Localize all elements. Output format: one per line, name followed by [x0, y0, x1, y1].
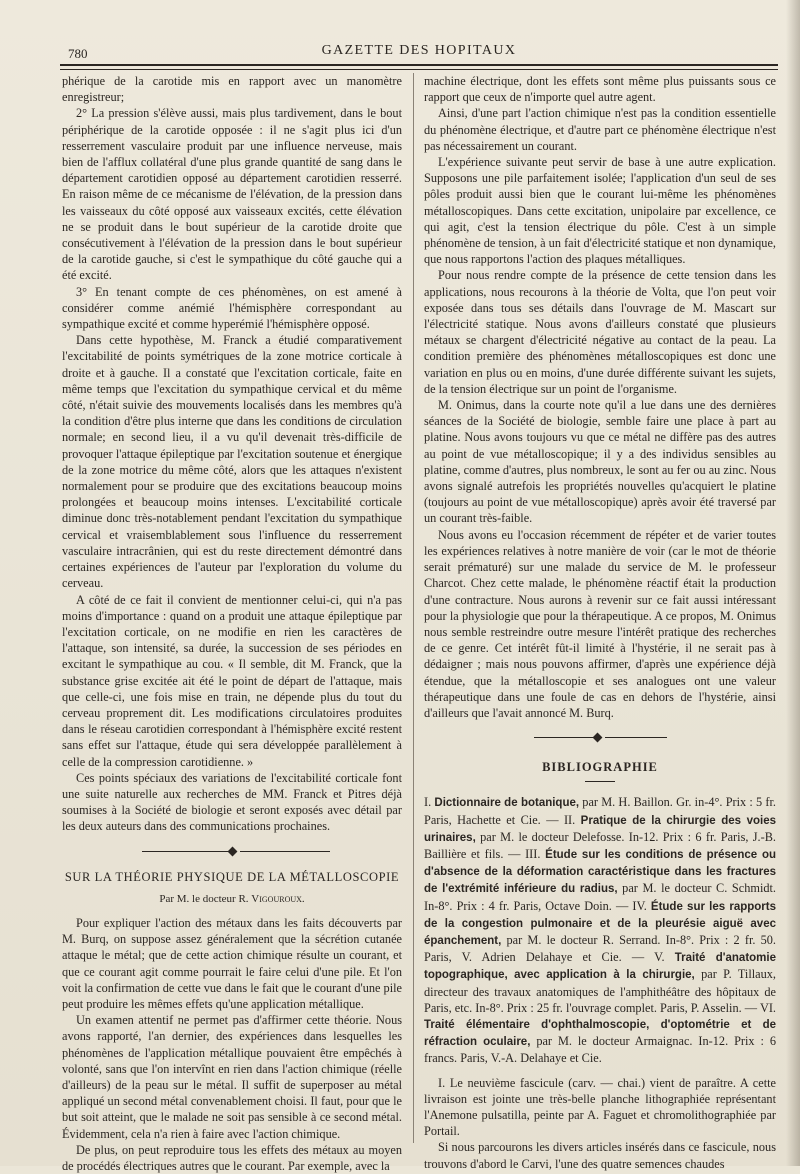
- section-divider: [62, 841, 402, 863]
- biblio-work-title: Pratique de la chirurgie des voies urinaires,: [424, 814, 776, 844]
- biblio-text: par M. le docteur C. Schmidt. In-8°. Prix : 4 fr. Paris, Octave Doin. — IV.: [424, 881, 776, 913]
- bibliography-list: [424, 794, 776, 1066]
- article-title: SUR LA THÉORIE PHYSIQUE DE LA MÉTALLOSCOPIE: [64, 869, 400, 884]
- biblio-text: par M. le docteur Armaignac. In-12. Prix : 6 francs. Paris, V.-A. Delahaye et Cie.: [424, 1034, 776, 1066]
- paragraph: 2° La pression s'élève aussi, mais plus tardivement, dans le bout périphérique de la carotide opposée : il ne s'agit plus ici d'un resserrement vasculaire produit par une influence nerveuse, mais bien de l'afflux collatéral d'une plus grande quantité de sang dans le département carotidien opposé au département carotidien resserré. En raison même de ce mécanisme de l'élévation, de la pression dans les vaisseaux du côté opposé aux vaisseaux excités, cette élévation ne se produit dans le bout supérieur de la carotide droite que consécutivement à l'élévation de la pression dans le bout supérieur de la carotide gauche, si c'est le sympathique du côté gauche qui a été excité.: [62, 106, 402, 283]
- paragraph: Pour nous rendre compte de la présence de cette tension dans les applications, nous recourons à la théorie de Volta, que l'on peut voir exposée dans tous ses détails dans l'ouvrage de M. Mascart sur l'électricité statique. Nous avons d'ailleurs constaté que plusieurs métaux se chargent d'électricité négative au contact de la peau. La condition première des phénomènes métalloscopiques est donc une variation en plus ou en moins, d'une durée différente suivant les sujets, de la tension électrique sur un point de l'organisme.: [424, 268, 776, 396]
- section-divider: [424, 727, 776, 749]
- author-prefix: Par M. le docteur R.: [159, 892, 252, 905]
- header-rule-thin: [60, 69, 778, 70]
- header-rule-thick: [60, 64, 778, 66]
- paragraph: Si nous parcourons les divers articles insérés dans ce fascicule, nous trouvons d'abord le Carvi, l'une des quatre semences chaudes: [424, 1140, 776, 1171]
- article-author: [62, 891, 402, 907]
- paragraph: phérique de la carotide mis en rapport avec un manomètre enregistreur;: [62, 74, 402, 105]
- paragraph: I. Le neuvième fascicule (carv. — chai.) vient de paraître. A cette livraison est jointe une très-belle planche lithographiée représentant l'Anemone pulsatilla, peinte par A. Faguet et chromolithographiée par Portail.: [424, 1075, 776, 1139]
- biblio-work-title: Étude sur les rapports de la congestion pulmonaire et de la pleurésie aiguë avec épanchement,: [424, 900, 776, 947]
- page-number: 780: [68, 46, 88, 61]
- biblio-text: par P. Tillaux, directeur des travaux anatomiques de l'amphithéâtre des hôpitaux de Paris, etc. In-8°. Prix : 25 fr. l'ouvrage complet. Paris, P. Asselin. — VI.: [424, 967, 776, 1015]
- right-column: [424, 73, 777, 1171]
- column-separator: [413, 73, 414, 1143]
- biblio-work-title: Étude sur les conditions de présence ou d'absence de la déformation caractéristique dans les fractures de l'extrémité inférieure du radius,: [424, 848, 777, 896]
- paragraph: L'expérience suivante peut servir de base à une autre explication. Supposons une pile parfaitement isolée; l'application d'un seul de ses pôles produit aussi bien que le courant lui-même les phénomènes métalloscopiques. Dans cette excitation, unipolaire par excellence, ce qui agit, c'est la tension électrique du pôle. C'est à un simple phénomène de tension, à un fait d'électricité statique et non dynamique, que nous rapportons l'action des plaques métalliques.: [424, 155, 776, 267]
- page-header: [60, 40, 778, 64]
- biblio-text: par M. H. Baillon. Gr. in-4°. Prix : 5 fr. Paris, Hachette et Cie. — II.: [424, 795, 776, 827]
- paragraph: machine électrique, dont les effets sont même plus puissants sous ce rapport que ceux de n'importe quel autre agent.: [424, 74, 776, 105]
- paragraph: De plus, on peut reproduire tous les effets des métaux au moyen de procédés électriques autres que le courant. Par exemple, avec la: [62, 1142, 402, 1173]
- page-edge-shadow: [786, 0, 800, 1166]
- paragraph: 3° En tenant compte de ces phénomènes, on est amené à considérer comme anémié l'hémisphère correspondant au sympathique excité et comme hyperémié l'hémisphère opposé.: [62, 284, 402, 332]
- biblio-text: I.: [424, 795, 435, 810]
- left-column: [62, 73, 402, 1173]
- biblio-work-title: Dictionnaire de botanique,: [434, 797, 580, 810]
- paragraph: M. Onimus, dans la courte note qu'il a lue dans une des dernières séances de la Société de biologie, semble faire une place à part au platine. Nous avons toujours vu que ce métal ne diffère pas des autres au point de vue métalloscopique; il y a des individus sensibles au platine, comme d'autres, plus nombreux, le sont au fer ou au zinc. Nous avons signalé autrefois les propriétés nouvelles qu'acquiert le platine (toujours au point de vue métalloscopique) après avoir été traversé par un courant très-faible.: [424, 398, 776, 526]
- biblio-text: par M. le docteur Delefosse. In-12. Prix : 6 fr. Paris, J.-B. Baillière et fils. — III.: [424, 829, 776, 861]
- paragraph: Ainsi, d'une part l'action chimique n'est pas la condition essentielle du phénomène électrique, et d'autre part ce phénomène électrique n'est pas nécessairement un courant.: [424, 106, 776, 153]
- bibliography-title: BIBLIOGRAPHIE: [542, 760, 658, 775]
- paragraph: Nous avons eu l'occasion récemment de répéter et de varier toutes les expériences relatives à notre manière de voir (car le mot de théorie serait prématuré) sur une malade du service de M. le professeur Charcot. Chez cette malade, le phénomène réactif était la production d'une contracture. Nous aurons à revenir sur ce fait aussi intéressant pour la physiologie que pour la thérapeutique. A ce propos, M. Onimus nous semble restreindre outre mesure l'intérêt pratique des recherches de ce genre. Cet intérêt fût-il limité à l'hystérie, il ne serait pas à dédaigner ; mais nous pouvons affirmer, d'après une expérience déjà étendue, que la métalloscopie et ses analogues ont une valeur thérapeutique dans une foule de cas en dehors de l'hystérie, ainsi d'ailleurs que l'avait annoncé M. Burq.: [424, 527, 776, 720]
- paragraph: Dans cette hypothèse, M. Franck a étudié comparativement l'excitabilité de points symétriques de la zone motrice corticale à droite et à gauche. Il a constaté que l'excitation corticale, faite en même temps que l'excitation du sympathique cervical et du même côté, n'était suivie des mouvements localisés dans les membres qu'à la condition d'être plus interne que dans les conditions de circulation normale; en second lieu, il a vu qu'il devenait très-difficile de provoquer l'attaque épileptique par l'excitation soutenue et énergique de la zone motrice du même côté, alors que les attaques n'existent normalement pour se produire que des excitations beaucoup moins prolongées et beaucoup moins intenses. L'excitabilité corticale diminue donc très-notablement pendant l'excitation du sympathique cervical et vraisemblablement sous l'influence du resserrement vasculaire intracrânien, qui est du reste directement démontré dans certaines expériences de l'auteur par l'exploration du volume du cerveau.: [62, 333, 402, 591]
- paragraph: A côté de ce fait il convient de mentionner celui-ci, qui n'a pas moins d'importance : quand on a produit une attaque épileptique par l'excitation corticale, on ne modifie en rien les caractères de l'attaque, son intensité, sa durée, la succession de ses périodes en excitant le sympathique au cou. « Il semble, dit M. Franck, que la substance grise excitée ait été le point de départ de l'attaque, mais que celle-ci, une fois mise en train, ne dépende plus du tout du cerveau proprement dit. Les modifications circulatoires produites dans le réseau carotidien correspondant à l'hémisphère excité restent sans effet sur l'attaque, étude qui sera développée parallèlement à celle de la compression carotidienne. »: [62, 592, 402, 769]
- paragraph: Ces points spéciaux des variations de l'excitabilité corticale font une suite naturelle aux recherches de MM. Franck et Pitres déjà soumises à la Société de biologie et seront exposés avec détail par les deux auteurs dans des communications prochaines.: [62, 770, 402, 834]
- biblio-work-title: Traité d'anatomie topographique, avec application à la chirurgie,: [424, 952, 776, 982]
- bibliography-rule: [585, 781, 615, 782]
- biblio-work-title: Traité élémentaire d'ophthalmoscopie, d'optométrie et de réfraction oculaire,: [424, 1018, 776, 1049]
- paragraph: Un examen attentif ne permet pas d'affirmer cette théorie. Nous avons rapporté, l'an dernier, des expériences dans lesquelles les phénomènes de l'application métallique pouvaient être empêchés à volonté, sans que l'on intervînt en rien dans l'action chimique (réelle d'ailleurs) de la peau sur le métal. Il suffit de superposer au métal appliqué un second métal convenablement choisi. Il faut, pour que le but soit atteint, que le malade ne soit pas sensible à ce second métal. Évidemment, cela n'a rien à faire avec l'action chimique.: [62, 1013, 402, 1141]
- author-name: Vigouroux.: [251, 892, 305, 905]
- paragraph: Pour expliquer l'action des métaux dans les faits découverts par M. Burq, on suppose assez généralement que la sécrétion cutanée attaque le métal; que de cette action chimique résulte un courant, et que ce courant agit comme pourrait le faire celui d'une pile. Et l'on voit la confirmation de cette vue dans le fait que le courant d'une pile peut produire les mêmes effets qu'une application métallique.: [62, 915, 402, 1011]
- biblio-text: par M. le docteur R. Serrand. In-8°. Prix : 2 fr. 50. Paris, V. Adrien Delahaye et Cie. — V.: [424, 932, 776, 965]
- journal-title: GAZETTE DES HOPITAUX: [321, 43, 517, 58]
